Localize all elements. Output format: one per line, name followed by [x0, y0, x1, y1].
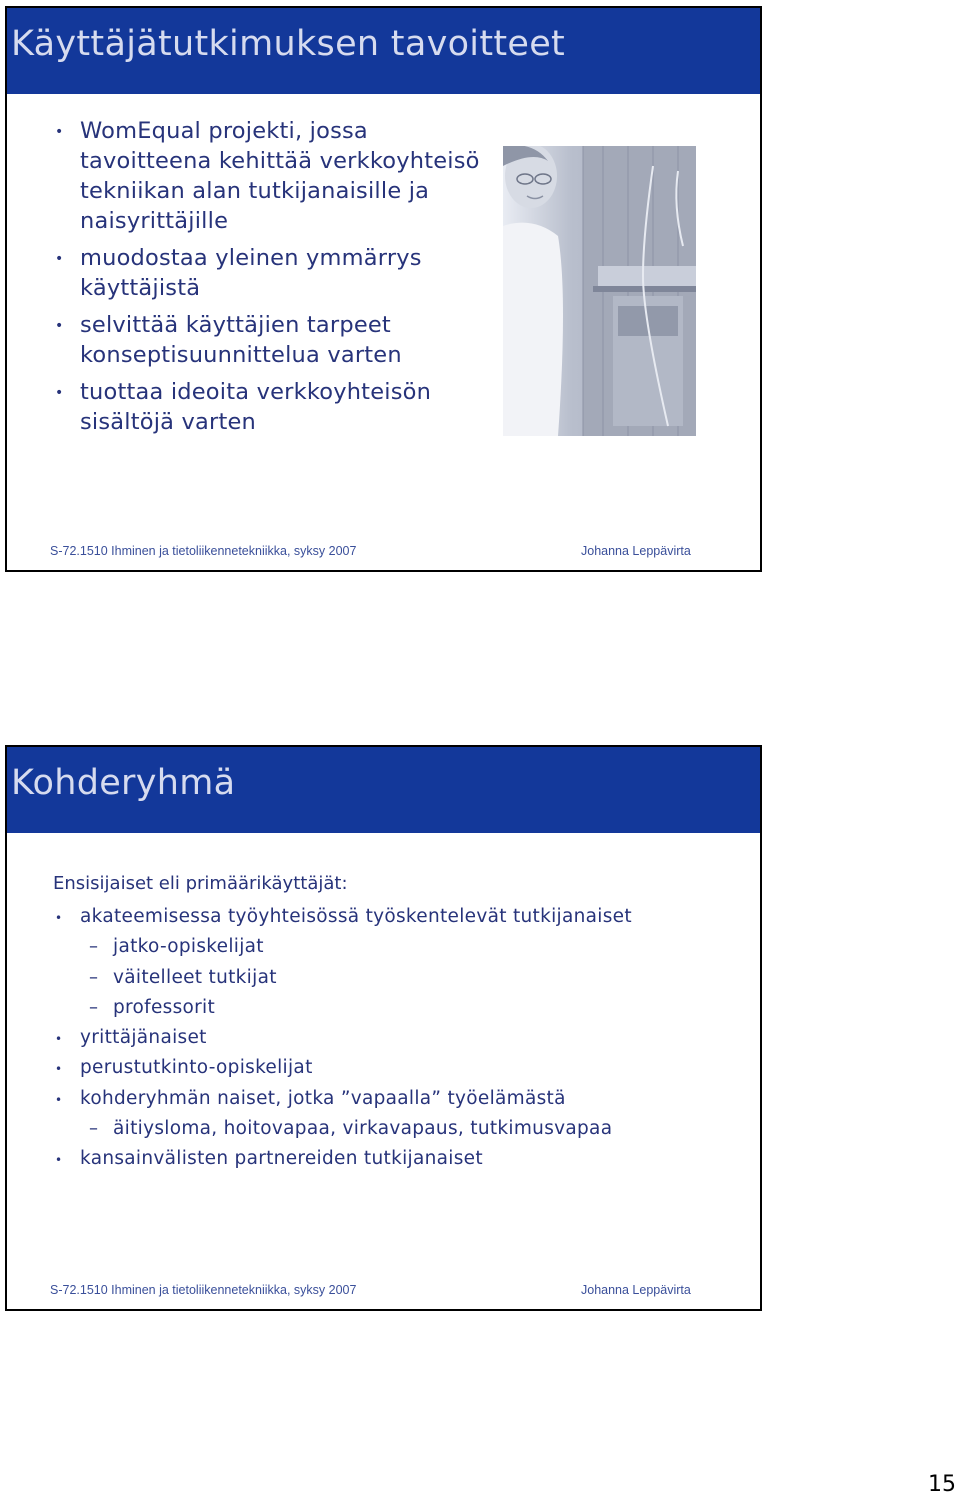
slide-2-header [7, 747, 760, 833]
bullet-item: • kohderyhmän naiset, jotka ”vapaalla” työelämästä [53, 1084, 753, 1114]
slide-2-title: Kohderyhmä [11, 763, 236, 803]
slide-2-footer-author: Johanna Leppävirta [581, 1283, 691, 1297]
page-number: 15 [928, 1472, 956, 1497]
bullet-item: • selvittää käyttäjien tarpeet konseptisuunnittelua varten [53, 310, 483, 370]
slide-1 [5, 6, 762, 572]
slide-2-subheading: Ensisijaiset eli primäärikäyttäjät: [53, 873, 348, 894]
sub-bullet-item: – väitelleet tutkijat [53, 963, 753, 993]
slide-1-bullet-list [53, 116, 483, 444]
slide-2-bullet-list [53, 902, 753, 1175]
slide-1-title: Käyttäjätutkimuksen tavoitteet [11, 24, 566, 64]
sub-bullet-item: – professorit [53, 993, 753, 1023]
slide-1-footer-author: Johanna Leppävirta [581, 544, 691, 558]
slide-2 [5, 745, 762, 1311]
slide-2-footer-course: S-72.1510 Ihminen ja tietoliikennetekniikka, syksy 2007 [50, 1283, 357, 1297]
sub-bullet-item: – äitiysloma, hoitovapaa, virkavapaus, tutkimusvapaa [53, 1114, 753, 1144]
bullet-item: • muodostaa yleinen ymmärrys käyttäjistä [53, 243, 483, 303]
bullet-item: • WomEqual projekti, jossa tavoitteena kehittää verkkoyhteisö tekniikan alan tutkijanaisille ja naisyrittäjille [53, 116, 483, 236]
bullet-item: • akateemisessa työyhteisössä työskentelevät tutkijanaiset [53, 902, 753, 932]
bullet-item: • perustutkinto-opiskelijat [53, 1053, 753, 1083]
slide-1-footer-course: S-72.1510 Ihminen ja tietoliikennetekniikka, syksy 2007 [50, 544, 357, 558]
bullet-item: • kansainvälisten partnereiden tutkijanaiset [53, 1144, 753, 1174]
bullet-item: • yrittäjänaiset [53, 1023, 753, 1053]
bullet-item: • tuottaa ideoita verkkoyhteisön sisältöjä varten [53, 377, 483, 437]
slide-1-header [7, 8, 760, 94]
woman-with-glasses-photo [503, 146, 696, 436]
sub-bullet-item: – jatko-opiskelijat [53, 932, 753, 962]
